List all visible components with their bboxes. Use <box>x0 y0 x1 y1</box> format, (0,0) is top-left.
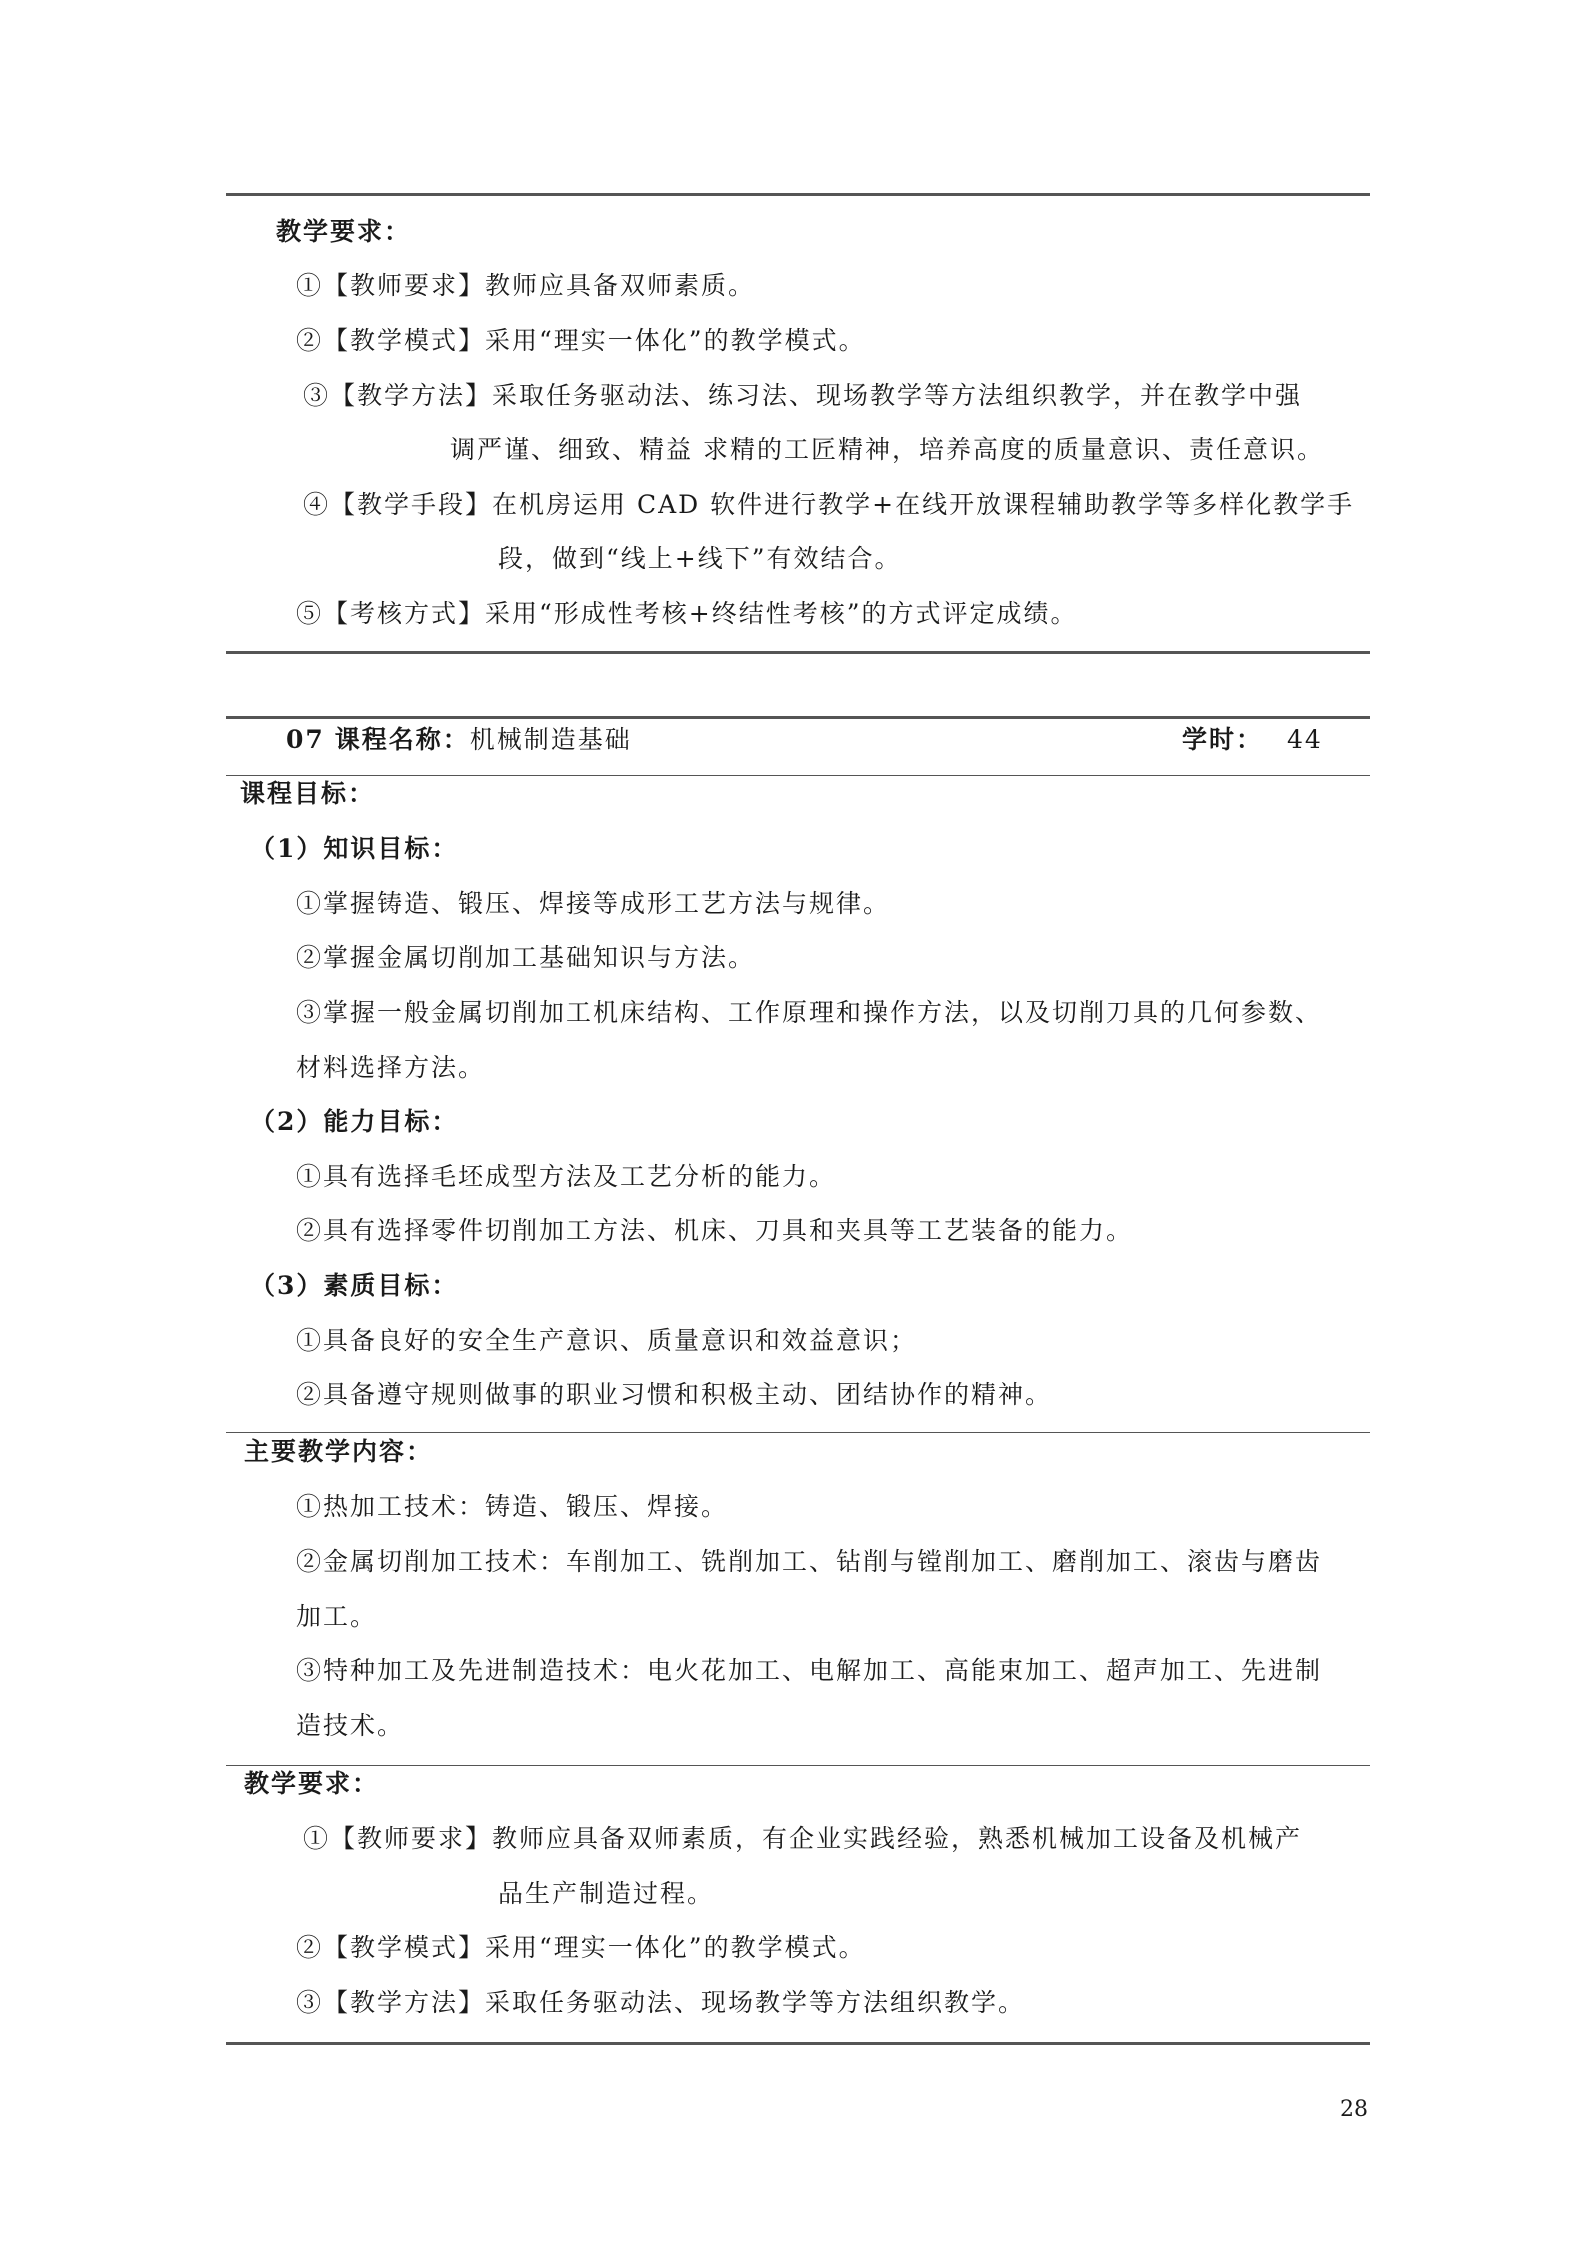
ability-heading: （2）能力目标： <box>250 1107 459 1136</box>
content-item-2: ②金属切削加工技术：车削加工、铣削加工、钻削与镗削加工、磨削加工、滚齿与磨齿 <box>296 1547 1323 1576</box>
content-item-1: ①热加工技术：铸造、锻压、焊接。 <box>296 1492 729 1521</box>
course-hours-label: 学时： <box>1182 725 1264 754</box>
requirements-bottom-rule <box>226 2042 1370 2045</box>
quality-item-1: ①具备良好的安全生产意识、质量意识和效益意识； <box>296 1326 918 1355</box>
section1-item-3-cont: 调严谨、细致、精益 求精的工匠精神，培养高度的质量意识、责任意识。 <box>450 435 1324 464</box>
requirements-heading: 教学要求： <box>244 1769 380 1798</box>
course-name: 机械制造基础 <box>469 725 632 754</box>
section1-bottom-rule <box>226 651 1370 654</box>
course-number: 07 <box>286 725 325 754</box>
ability-item-2: ②具有选择零件切削加工方法、机床、刀具和夹具等工艺装备的能力。 <box>296 1216 1134 1245</box>
requirements-item-1-cont: 品生产制造过程。 <box>498 1879 715 1908</box>
content-item-3-cont: 造技术。 <box>296 1711 405 1740</box>
content-item-2-cont: 加工。 <box>296 1602 378 1631</box>
course-hours-row <box>1182 724 1323 756</box>
goals-bottom-rule <box>226 1432 1370 1433</box>
ability-item-1: ①具有选择毛坯成型方法及工艺分析的能力。 <box>296 1162 837 1191</box>
goals-heading: 课程目标： <box>240 779 376 808</box>
knowledge-item-3-cont: 材料选择方法。 <box>296 1053 486 1082</box>
course-header-rule <box>226 775 1370 776</box>
section1-heading: 教学要求： <box>276 217 412 246</box>
requirements-item-3: ③【教学方法】采取任务驱动法、现场教学等方法组织教学。 <box>296 1988 1026 2017</box>
section1-item-3: ③【教学方法】采取任务驱动法、练习法、现场教学等方法组织教学，并在教学中强 <box>303 381 1303 410</box>
section1-item-2: ②【教学模式】采用“理实一体化”的教学模式。 <box>296 326 866 355</box>
page-number: 28 <box>1340 2097 1368 2122</box>
section1-item-4: ④【教学手段】在机房运用 CAD 软件进行教学+在线开放课程辅助教学等多样化教学手 <box>303 490 1355 519</box>
requirements-item-2: ②【教学模式】采用“理实一体化”的教学模式。 <box>296 1933 866 1962</box>
knowledge-item-3: ③掌握一般金属切削加工机床结构、工作原理和操作方法，以及切削刀具的几何参数、 <box>296 998 1323 1027</box>
section1-item-5: ⑤【考核方式】采用“形成性考核+终结性考核”的方式评定成绩。 <box>296 599 1078 628</box>
top-rule <box>226 193 1370 196</box>
course-title-row <box>286 724 632 756</box>
course-hours: 44 <box>1286 725 1323 754</box>
knowledge-item-2: ②掌握金属切削加工基础知识与方法。 <box>296 943 756 972</box>
course-name-label: 课程名称： <box>334 725 470 754</box>
section1-item-4-cont: 段，做到“线上+线下”有效结合。 <box>498 544 902 573</box>
knowledge-heading: （1）知识目标： <box>250 834 459 863</box>
content-item-3: ③特种加工及先进制造技术：电火花加工、电解加工、高能束加工、超声加工、先进制 <box>296 1656 1323 1685</box>
content-bottom-rule <box>226 1765 1370 1766</box>
knowledge-item-1: ①掌握铸造、锻压、焊接等成形工艺方法与规律。 <box>296 889 891 918</box>
course-top-rule <box>226 716 1370 719</box>
content-heading: 主要教学内容： <box>244 1437 434 1466</box>
quality-heading: （3）素质目标： <box>250 1271 459 1300</box>
quality-item-2: ②具备遵守规则做事的职业习惯和积极主动、团结协作的精神。 <box>296 1380 1053 1409</box>
section1-item-1: ①【教师要求】教师应具备双师素质。 <box>296 271 756 300</box>
requirements-item-1: ①【教师要求】教师应具备双师素质，有企业实践经验，熟悉机械加工设备及机械产 <box>303 1824 1303 1853</box>
